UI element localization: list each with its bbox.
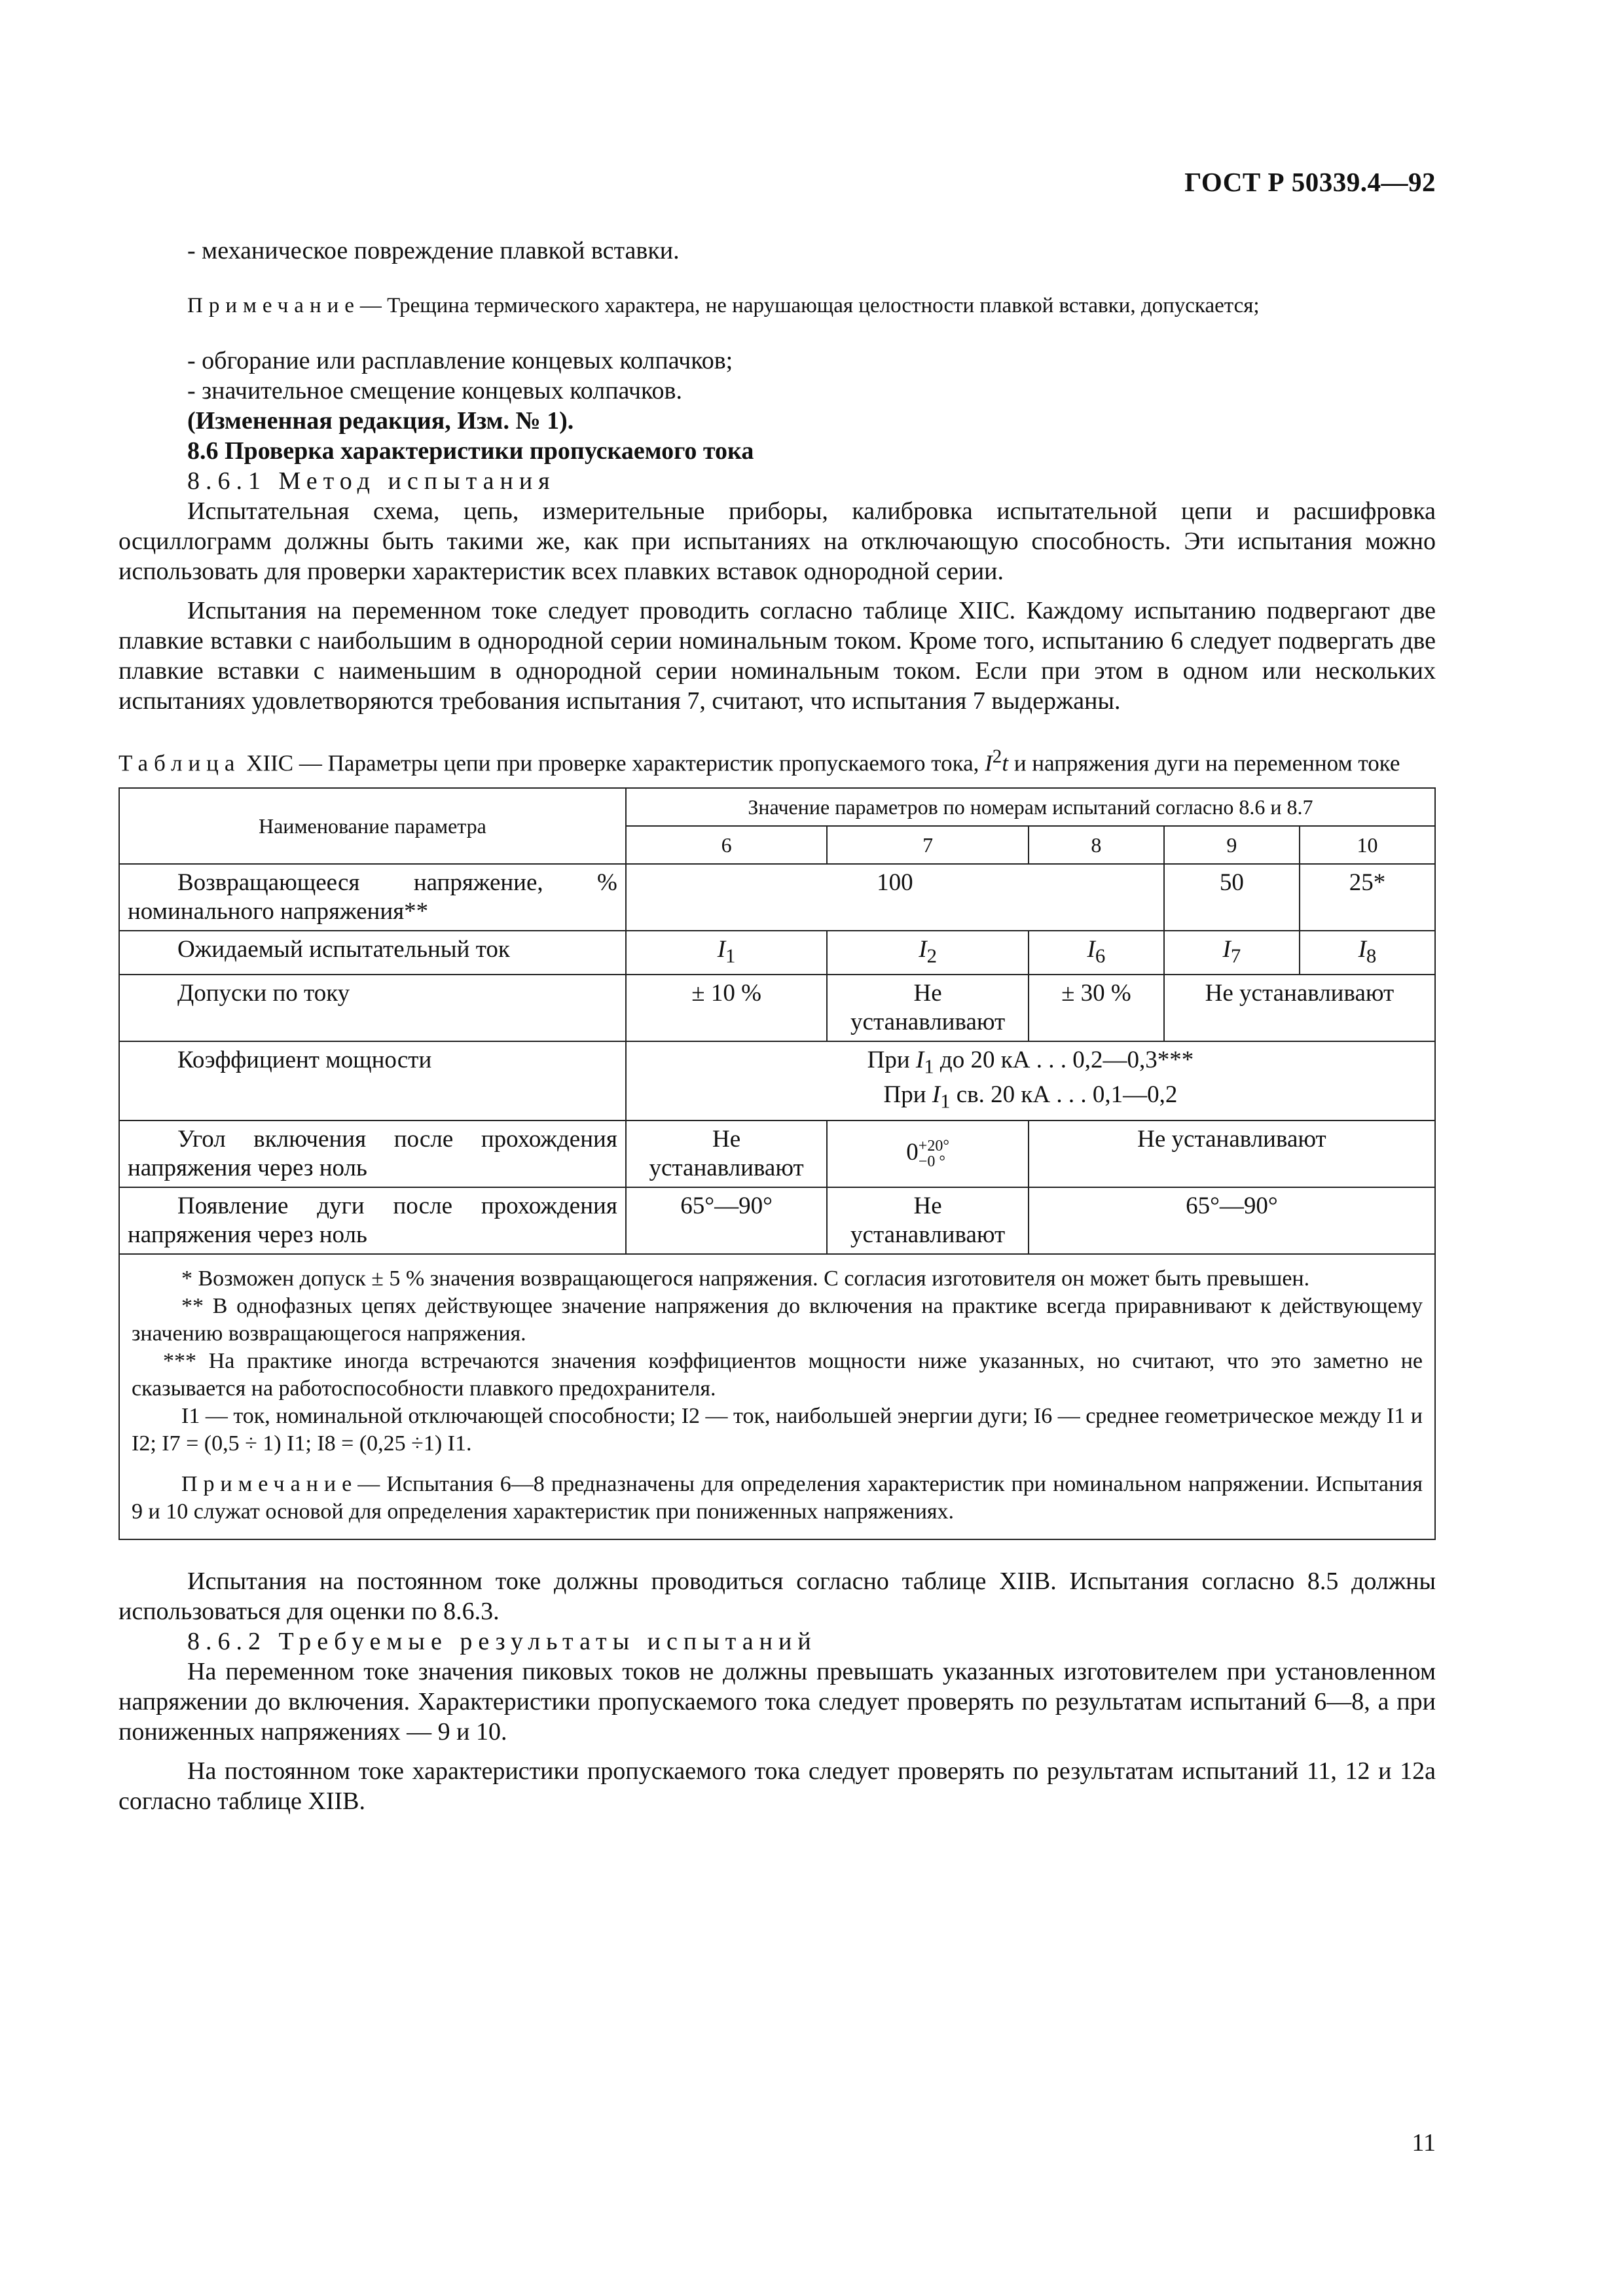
table-caption: Таблица XIIC — Параметры цепи при проверке характеристик пропускаемого тока, $I^2t$ и напряжения дуги на переменном токе [119,746,1400,776]
parameters-table [119,787,1436,1540]
value-cell: ± 30 % [1029,975,1164,1041]
value-cell: $I_6$ [1029,931,1164,975]
table-row [119,931,1435,975]
value-cell: При $I_1$ до 20 кА . . . 0,2—0,3*** При $I_1$ св. 20 кА . . . 0,1—0,2 [626,1041,1435,1121]
footnote-note: Примечание— Испытания 6—8 предназначены для определения характеристик при номинальном напряжении. Испытания 9 и 10 служат основой для определения характеристик при пониженных напряжениях. [132,1471,1423,1524]
header-col-9: 9 [1164,826,1300,864]
footnote-currents: I1 — ток, номинальной отключающей способности; I2 — ток, наибольшей энергии дуги; I6 — среднее геометрическое между I1 и I2; I7 = (0,5 ÷ 1) I1; I8 = (0,25 ÷1) I1. [132,1403,1423,1456]
footnote-2: ** В однофазных цепях действующее значение напряжения до включения на практике всегда приравнивают к действующему значению возвращающегося напряжения. [132,1293,1423,1346]
document-body [119,236,1436,1816]
header-col-6: 6 [626,826,828,864]
value-cell: $I_1$ [626,931,828,975]
note-label: Примечание [187,294,360,317]
table-footnotes [119,1254,1435,1539]
value-cell: 100 [626,864,1164,931]
paragraph-displacement: - значительное смещение концевых колпачков. [187,377,682,404]
note-crack [119,292,1436,319]
value-cell: $I_8$ [1300,931,1435,975]
value-cell: Не устанавливают [1164,975,1435,1041]
paragraph-damage: - механическое повреждение плавкой вставки. [187,237,680,264]
table-row [119,1121,1435,1187]
table-footnotes-row [119,1254,1435,1539]
paragraph-dc-tests: Испытания на постоянном токе должны проводиться согласно таблице XIIB. Испытания согласно 8.5 должны использоваться для оценки по 8.6.3. [119,1567,1436,1625]
header-test-values: Значение параметров по номерам испытаний согласно 8.6 и 8.7 [626,788,1435,826]
param-closing-angle: Угол включения после прохождения напряжения через ноль [119,1121,626,1187]
header-col-8: 8 [1029,826,1164,864]
value-cell: 65°—90° [1029,1187,1435,1254]
value-cell: Не устанавливают [626,1121,828,1187]
param-power-factor: Коэффициент мощности [119,1041,626,1121]
value-cell: 0+20° −0 ° [827,1121,1029,1187]
table-row [119,1041,1435,1121]
value-cell: Не устанавливают [1029,1121,1435,1187]
paragraph-dc-characteristics: На постоянном токе характеристики пропускаемого тока следует проверять по результатам испытаний 11, 12 и 12а согласно таблице XIIB. [119,1757,1436,1815]
table-header-row [119,788,1435,826]
value-cell: 25* [1300,864,1435,931]
table-row [119,1187,1435,1254]
table-row [119,975,1435,1041]
value-cell: 50 [1164,864,1300,931]
table-row [119,864,1435,931]
footnote-1: * Возможен допуск ± 5 % значения возвращающегося напряжения. С согласия изготовителя он может быть превышен. [181,1266,1310,1291]
value-cell: 65°—90° [626,1187,828,1254]
param-current-tolerance: Допуски по току [119,975,626,1041]
value-cell: $I_2$ [827,931,1029,975]
param-test-current: Ожидаемый испытательный ток [119,931,626,975]
param-return-voltage: Возвращающееся напряжение, % номинального напряжения** [119,864,626,931]
paragraph-peak-currents: На переменном токе значения пиковых токов не должны превышать указанных изготовителем при установленном напряжении до включения. Характеристики пропускаемого тока следует проверять по результатам испытаний 6—8, а при пониженных напряжениях — 9 и 10. [119,1657,1436,1746]
value-cell: ± 10 % [626,975,828,1041]
page-number: 11 [1412,2129,1436,2157]
value-cell: Не устанавливают [827,975,1029,1041]
table-caption-label: Таблица [119,750,241,776]
footnote-3: *** На практике иногда встречаются значения коэффициентов мощности ниже указанных, но считают, что это заметно не сказывается на работоспособности плавкого предохранителя. [132,1348,1423,1401]
section-heading-8-6: 8.6 Проверка характеристики пропускаемого тока [187,437,754,465]
note-text: — Трещина термического характера, не нарушающая целостности плавкой вставки, допускается; [359,294,1260,317]
amendment-note: (Измененная редакция, Изм. № 1). [187,407,574,435]
paragraph-ac-tests: Испытания на переменном токе следует проводить согласно таблице XIIC. Каждому испытанию подвергают две плавкие вставки с наибольшим в однородной серии номинальным током. Кроме того, испытанию 6 следует подвергать две плавкие вставки с наименьшим в однородной серии номинальным током. Если при этом в одном или нескольких испытаниях удовлетворяются требования испытания 7, считают, что испытания 7 выдержаны. [119,597,1436,715]
header-param-name: Наименование параметра [119,788,626,864]
header-col-7: 7 [827,826,1029,864]
paragraph-test-circuit: Испытательная схема, цепь, измерительные приборы, калибровка испытательной цепи и расшифровка осциллограмм должны быть такими же, как при испытаниях на отключающую способность. Эти испытания можно использовать для проверки характеристик всех плавких вставок однородной серии. [119,497,1436,585]
value-cell: $I_7$ [1164,931,1300,975]
param-arc-appearance: Появление дуги после прохождения напряжения через ноль [119,1187,626,1254]
header-col-10: 10 [1300,826,1435,864]
document-header: ГОСТ Р 50339.4—92 [1184,167,1436,197]
paragraph-burning: - обгорание или расплавление концевых колпачков; [187,347,733,374]
subsection-heading-8-6-2: 8.6.2 Требуемые результаты испытаний [187,1627,817,1655]
value-cell: Не устанавливают [827,1187,1029,1254]
subsection-heading-8-6-1: 8.6.1 Метод испытания [187,467,556,495]
